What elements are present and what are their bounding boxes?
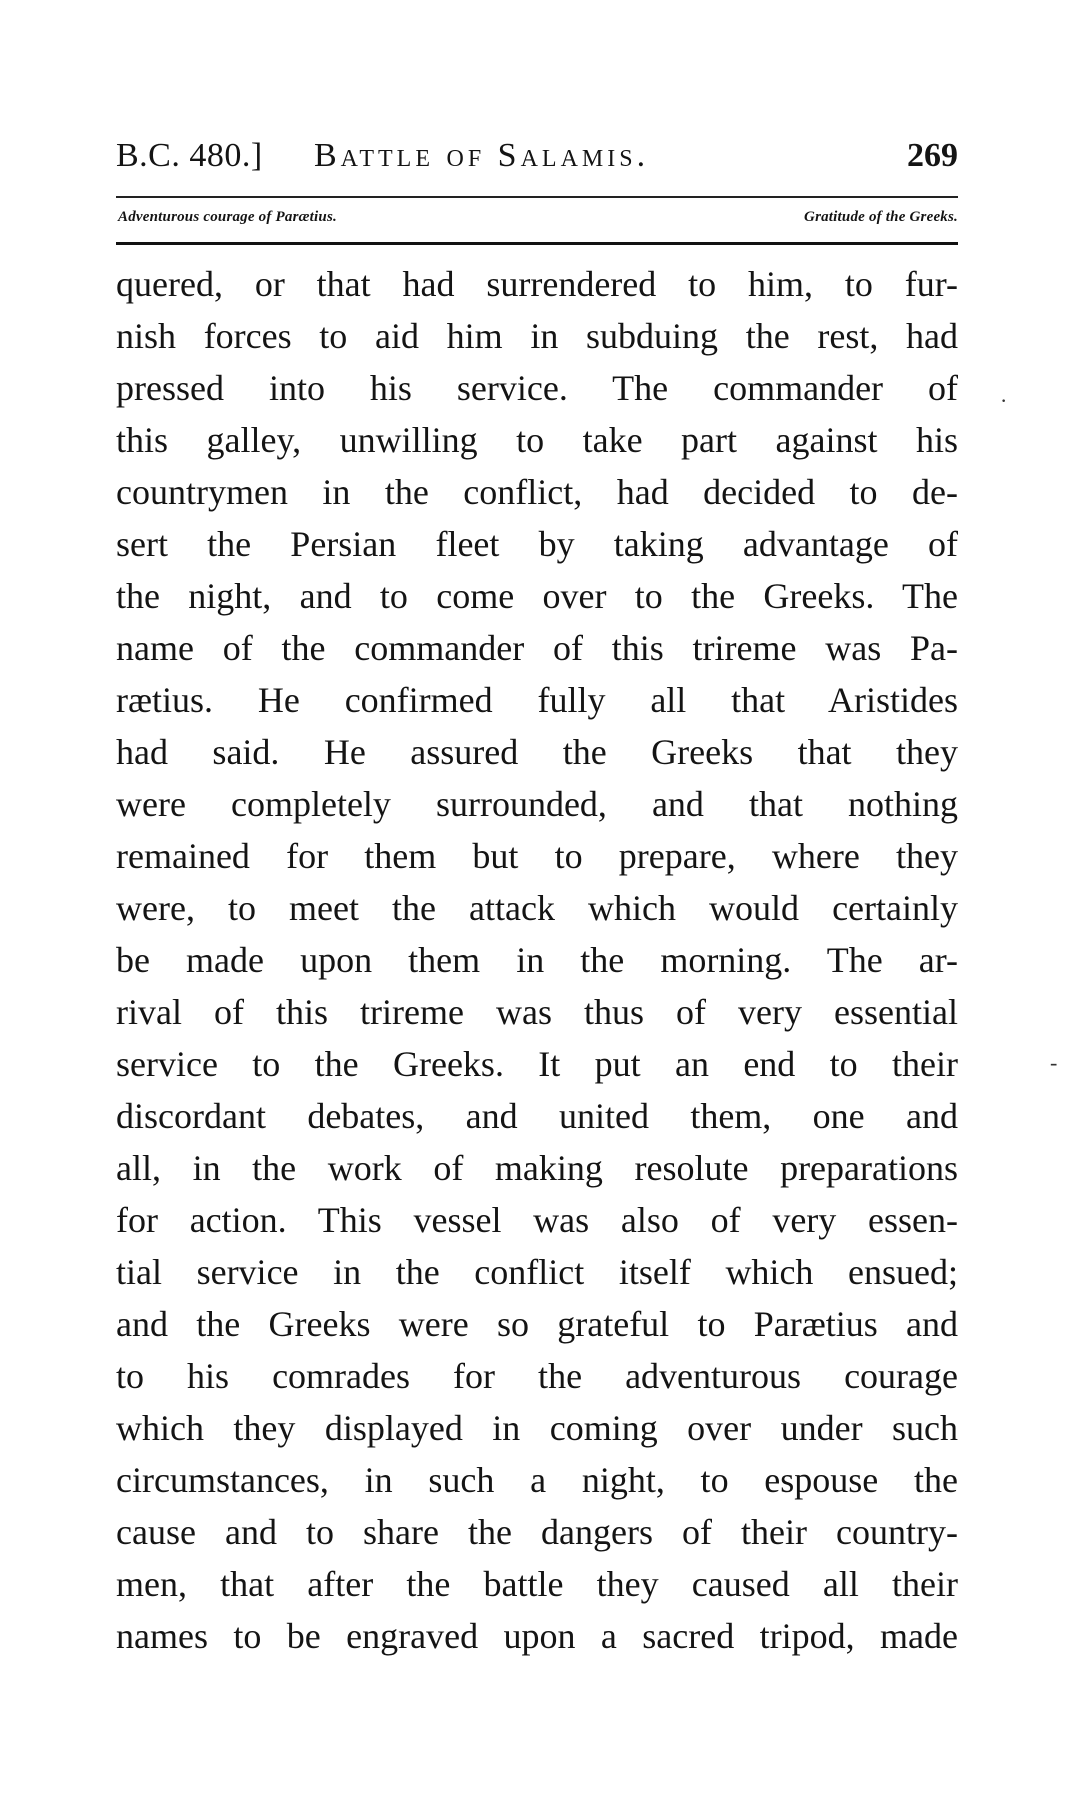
sidenote-rule [116, 242, 958, 245]
running-head [116, 128, 958, 184]
text-line: names to be engraved upon a sacred tripod, made [116, 1616, 958, 1656]
text-line: all, in the work of making resolute preparations [116, 1148, 958, 1188]
text-line: had said. He assured the Greeks that they [116, 732, 958, 772]
text-line: quered, or that had surrendered to him, to fur- [116, 264, 958, 304]
text-line: this galley, unwilling to take part against his [116, 420, 958, 460]
body-text [116, 258, 958, 1662]
text-line: service to the Greeks. It put an end to their [116, 1044, 958, 1084]
text-line: were completely surrounded, and that nothing [116, 784, 958, 824]
sidenote-left: Adventurous courage of Parætius. [118, 209, 337, 225]
page-number: 269 [907, 137, 958, 174]
text-line: pressed into his service. The commander of [116, 368, 958, 408]
scan-speck: - [1050, 1050, 1058, 1075]
text-line: tial service in the conflict itself which ensued; [116, 1252, 958, 1292]
text-line: name of the commander of this trireme was Pa- [116, 628, 958, 668]
text-line: men, that after the battle they caused all their [116, 1564, 958, 1604]
text-line: sert the Persian fleet by taking advantage of [116, 524, 958, 564]
header-rule [116, 196, 958, 198]
text-line: the night, and to come over to the Greeks. The [116, 576, 958, 616]
text-line: which they displayed in coming over under such [116, 1408, 958, 1448]
text-line: cause and to share the dangers of their country- [116, 1512, 958, 1552]
text-line: be made upon them in the morning. The ar- [116, 940, 958, 980]
text-line: and the Greeks were so grateful to Parætius and [116, 1304, 958, 1344]
text-line: nish forces to aid him in subduing the rest, had [116, 316, 958, 356]
text-line: countrymen in the conflict, had decided to de- [116, 472, 958, 512]
scan-speck: · [1000, 388, 1008, 413]
text-line: discordant debates, and united them, one and [116, 1096, 958, 1136]
text-line: circumstances, in such a night, to espouse the [116, 1460, 958, 1500]
text-line: for action. This vessel was also of very essen- [116, 1200, 958, 1240]
text-line: rætius. He confirmed fully all that Aristides [116, 680, 958, 720]
header-date: B.C. 480.] [116, 137, 263, 174]
text-line: rival of this trireme was thus of very essential [116, 992, 958, 1032]
header-title: Battle of Salamis. [314, 137, 650, 174]
sidenote-right: Gratitude of the Greeks. [804, 209, 958, 225]
text-line: remained for them but to prepare, where they [116, 836, 958, 876]
text-line: to his comrades for the adventurous courage [116, 1356, 958, 1396]
text-line: were, to meet the attack which would certainly [116, 888, 958, 928]
